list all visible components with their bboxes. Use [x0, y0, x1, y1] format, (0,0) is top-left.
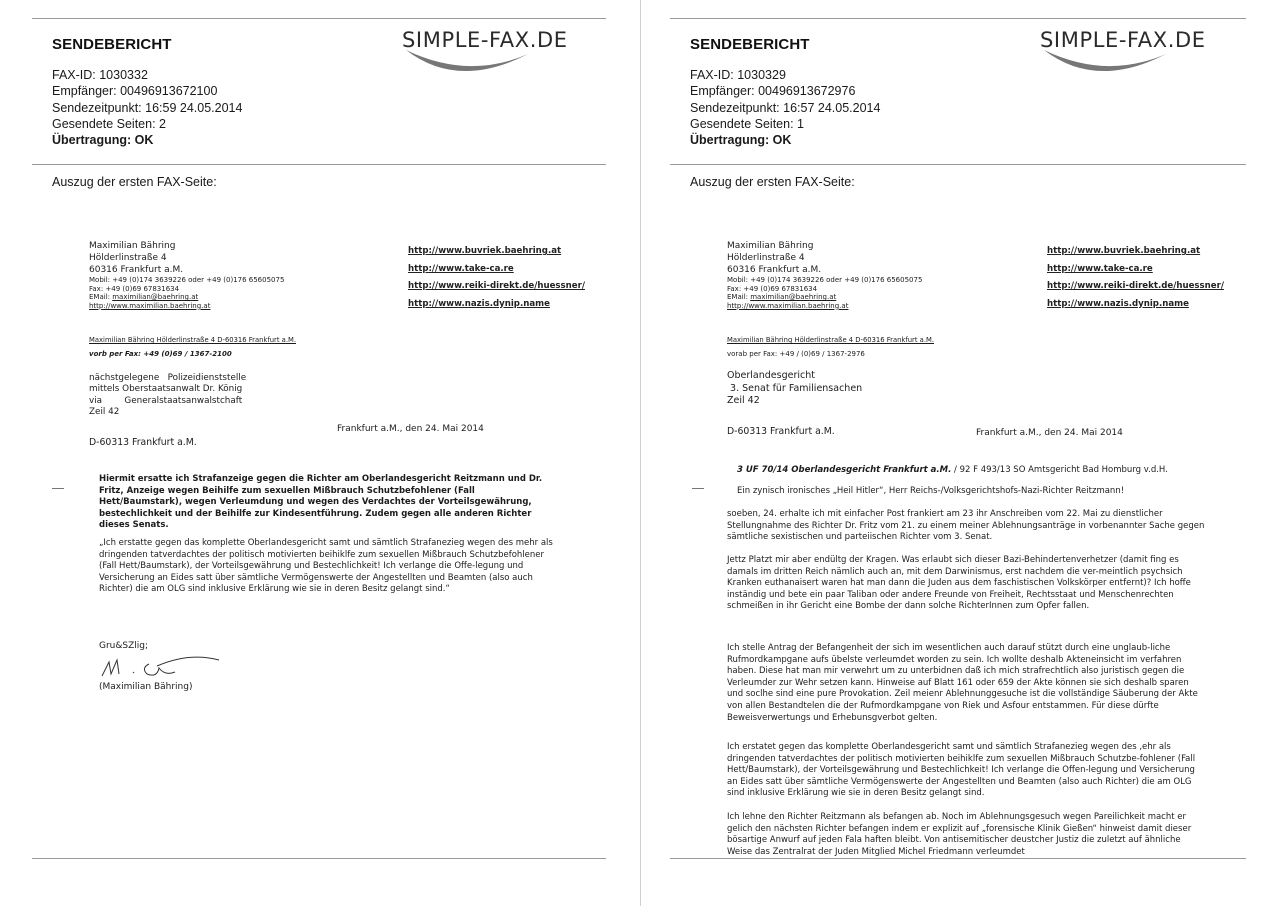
letter-paragraph: Ich erstatet gegen das komplette Oberlandesgericht samt und sämtlich Strafanezieg wegen des ,ehr als dringenden tatverdachtes der politisch motivierten beihiklfe zum sexuellen Mißbrauch Schutzbe-fohlener (Fall Hett/Baumstark), der Vorteilsgewährung und Bestechlichkeit! Ich verlange die Offen-legung und Versicherung an Eides satt über sämtliche Vermögenswerte der Angestellten und Beamten (also auch Richter) die am OLG sind inklusive Erklärung wie sie in deren Besitz gelangt sind. — [727, 742, 1196, 799]
fax-id: FAX-ID: 1030329 — [690, 68, 786, 82]
case-reference-bold: 3 UF 70/14 Oberlandesgericht Frankfurt a.M. — [737, 465, 952, 475]
simple-fax-logo — [1036, 28, 1236, 78]
sender-street: Hölderlinstraße 4 — [727, 253, 805, 263]
link-take-ca[interactable]: http://www.take-ca.re — [408, 263, 514, 274]
vorab-fax: vorab per Fax: +49 / (0)69 / 1367-2976 — [727, 350, 865, 358]
top-rule — [670, 18, 1246, 19]
sender-street: Hölderlinstraße 4 — [89, 253, 167, 263]
report-meta — [690, 67, 880, 148]
section-rule — [32, 164, 606, 165]
letter-sender-block — [89, 240, 284, 310]
link-reiki[interactable]: http://www.reiki-direkt.de/huessner/ — [408, 281, 585, 291]
letter-links — [1047, 243, 1224, 313]
report-meta — [52, 67, 242, 148]
bottom-rule — [32, 858, 606, 859]
letter-links — [408, 243, 585, 313]
signature-icon — [99, 654, 229, 680]
sender-fax: Fax: +49 (0)69 67831634 — [89, 284, 180, 293]
addressee-city: D-60313 Frankfurt a.M. — [727, 426, 835, 437]
letter-paragraph: soeben, 24. erhalte ich mit einfacher Post frankiert am 23 ihr Anschreiben vom 22. Mai zu dienstlicher Stellungnahme des Richter Dr. Fritz vom 21. zu einem meiner Ablehnungsanträge in vorbenannter Sache gegen sämtliche sexistischen und parteiischen Richter vom 3. Senat. — [727, 509, 1205, 543]
sender-fax: Fax: +49 (0)69 67831634 — [727, 284, 818, 293]
letter-sender-block — [727, 240, 922, 310]
bottom-rule — [670, 858, 1246, 859]
fold-mark — [52, 488, 64, 489]
letter-paragraph: Ich lehne den Richter Reitzmann als befangen ab. Noch im Ablehnungsgesuch wegen Pareilichkeit macht er gelich den nächsten Richter befangen indem er explizit auf „forensische Klinik Gießen“ hinweist damit dieser bösartige Anwurf auf jeden Fala haften bleibt. Von antisemitischer deustcher Justiz die zuletzt auf ähnliche Weise das Zentralrat der Juden Mitglied Michel Friedmann verleumdet — [727, 812, 1192, 857]
pages-sent: Gesendete Seiten: 2 — [52, 116, 166, 131]
recipient-number: Empfänger: 00496913672100 — [52, 84, 218, 99]
addressee-line: Oberlandesgericht — [727, 370, 815, 381]
excerpt-label: Auszug der ersten FAX-Seite: — [52, 175, 217, 189]
email-label: EMail: — [89, 293, 113, 302]
addressee-line: mittels Oberstaatsanwalt Dr. König — [89, 384, 243, 395]
logo-text: SIMPLE-FAX.DE — [402, 28, 568, 52]
sender-mobile: Mobil: +49 (0)174 3639226 oder +49 (0)176 65605075 — [727, 276, 923, 284]
simple-fax-logo — [398, 28, 598, 78]
signature-name: (Maximilian Bähring) — [99, 682, 193, 692]
link-buvriek[interactable]: http://www.buvriek.baehring.at — [1047, 246, 1201, 256]
report-title: SENDEBERICHT — [52, 36, 172, 53]
section-rule — [670, 164, 1246, 165]
addressee-block — [89, 373, 246, 418]
sender-name: Maximilian Bähring — [89, 241, 176, 251]
letter-paragraph: Ich stelle Antrag der Befangenheit der sich im wesentlichen auch darauf stützt durch eine unglaub-liche Rufmordkampgane aufs übelste verleumdet worden zu sein. Ich wollte deshalb Akteneinsicht im verfahren haben. Diese hat man mir verwehrt um zu unterbidnen daß ich mich strafrechtlich also juristisch gegen die Verleumder zur Wehr setzen kann. Hinweise auf Blatt 161 oder 659 der Akte können sie sich deshalb sparen und soclhe sind eine pure Provokation. Zeil meienr Ablehnunggesuche ist die vollständige Säuberung der Akte von allen Bestandtelen die der Rufmordkampgane von Riek und Asfour entstammen. Für diese dürfte Beweisverwertungs und Erhebunsgverbot gelten. — [727, 643, 1198, 723]
fax-report-1030329 — [640, 0, 1280, 906]
letter-paragraph: Hiermit ersatte ich Strafanzeige gegen die Richter am Oberlandesgericht Reitzmann und Dr. Fritz, Anzeige wegen Beihilfe zum sexuellen Mißbrauch Schutzbefohlener (Fall Hett/Baumstark), wegen Verleumdung und wegen des Verdachtes der Vorteilsgewährung, bestechlichkeit und der Beihilfe zur Kindesentführung. Zudem gegen alle anderen Richter dieses Senats. — [99, 474, 543, 531]
addressee-line: Zeil 42 — [727, 395, 760, 407]
email-label: EMail: — [727, 293, 751, 302]
logo-text: SIMPLE-FAX.DE — [1040, 28, 1206, 52]
fax-id: FAX-ID: 1030332 — [52, 68, 148, 82]
date-line: Frankfurt a.M., den 24. Mai 2014 — [976, 428, 1123, 438]
send-time: Sendezeitpunkt: 16:59 24.05.2014 — [52, 100, 243, 115]
send-time: Sendezeitpunkt: 16:57 24.05.2014 — [690, 100, 881, 115]
transmission-status: Übertragung: OK — [52, 133, 154, 148]
case-reference — [737, 465, 1207, 477]
sender-website-link[interactable]: http://www.maximilian.baehring.at — [727, 301, 849, 310]
addressee-line: via Generalstaatsanwalstchaft — [89, 395, 243, 406]
sender-email-line — [727, 293, 922, 302]
fold-mark — [692, 488, 704, 489]
letter-paragraph: „Ich erstatte gegen das komplette Oberlandesgericht samt und sämtlich Strafanezieg wegen des mehr als dringenden tatverdachtes der politisch motivierten beihiklfe zum sexuellen Mißbrauch Schutzbefohlener (Fall Hett/Baumstark), der Vorteilsgewährung und Bestechlichkeit! Ich verlange die Offe-legung und Versicherung an Eides satt über sämtliche Vermögenswerte der Angestellten und Beamten (also auch Richter) die am OLG sind inklusive Erklärung wie sie in deren Besitz gelangt sind.“ — [99, 538, 553, 595]
link-buvriek[interactable]: http://www.buvriek.baehring.at — [408, 246, 562, 256]
sender-city: 60316 Frankfurt a.M. — [89, 265, 184, 275]
sender-website-link[interactable]: http://www.maximilian.baehring.at — [89, 301, 211, 310]
return-address: Maximilian Bähring Hölderlinstraße 4 D-60316 Frankfurt a.M. — [89, 336, 297, 344]
case-reference-rest: / 92 F 493/13 SO Amtsgericht Bad Homburg v.d.H. — [951, 465, 1168, 475]
link-nazis-dynip[interactable]: http://www.nazis.dynip.name — [408, 298, 550, 309]
link-take-ca[interactable]: http://www.take-ca.re — [1047, 263, 1153, 274]
addressee-line: 3. Senat für Familiensachen — [727, 382, 863, 394]
vorab-fax: vorb per Fax: +49 (0)69 / 1367-2100 — [89, 350, 232, 358]
sender-mobile: Mobil: +49 (0)174 3639226 oder +49 (0)176 65605075 — [89, 276, 285, 284]
sender-city: 60316 Frankfurt a.M. — [727, 265, 822, 275]
excerpt-label: Auszug der ersten FAX-Seite: — [690, 175, 855, 189]
letter-paragraph: Ein zynisch ironisches „Heil Hitler“, Herr Reichs-/Volksgerichtshofs-Nazi-Richter Reitzmann! — [737, 486, 1125, 496]
sender-email-link[interactable]: maximilian@baehring.at — [112, 293, 199, 302]
pages-sent: Gesendete Seiten: 1 — [690, 116, 804, 131]
addressee-block — [727, 370, 862, 408]
sender-email-link[interactable]: maximilian@baehring.at — [750, 293, 837, 302]
transmission-status: Übertragung: OK — [690, 133, 792, 148]
report-title: SENDEBERICHT — [690, 36, 810, 53]
date-line: Frankfurt a.M., den 24. Mai 2014 — [337, 424, 484, 434]
sender-name: Maximilian Bähring — [727, 241, 814, 251]
sender-email-line — [89, 293, 284, 302]
letter-paragraph-clip — [727, 812, 1207, 858]
link-nazis-dynip[interactable]: http://www.nazis.dynip.name — [1047, 298, 1189, 309]
top-rule — [32, 18, 606, 19]
addressee-city: D-60313 Frankfurt a.M. — [89, 437, 197, 448]
return-address: Maximilian Bähring Hölderlinstraße 4 D-60316 Frankfurt a.M. — [727, 336, 935, 344]
letter-paragraph: Jettz Platzt mir aber endültg der Kragen. Was erlaubt sich dieser Bazi-Behindertenverhetzer (damit fing es damals im dritten Reich nämlich auch an, mit dem Darwinismus, erst nachdem die ver-meintlich psychsich Kranken euthanaisert waren hat man dann die Juden aus dem faschistischen Volkskörper entfernt)? Ich hoffe inständig und bete ein paar Taliban oder andere Freunde von Freiheit, Rechtsstaat und Menschenrechten schmeißen in ihr Gericht eine Bombe der dann solche RichterInnen zum Opfer fallen. — [727, 555, 1191, 612]
closing: Gru&SZlig; — [99, 641, 149, 651]
recipient-number: Empfänger: 00496913672976 — [690, 84, 856, 99]
addressee-line: nächstgelegene Polizeidienststelle — [89, 373, 247, 383]
addressee-line: Zeil 42 — [89, 406, 120, 417]
link-reiki[interactable]: http://www.reiki-direkt.de/huessner/ — [1047, 281, 1224, 291]
